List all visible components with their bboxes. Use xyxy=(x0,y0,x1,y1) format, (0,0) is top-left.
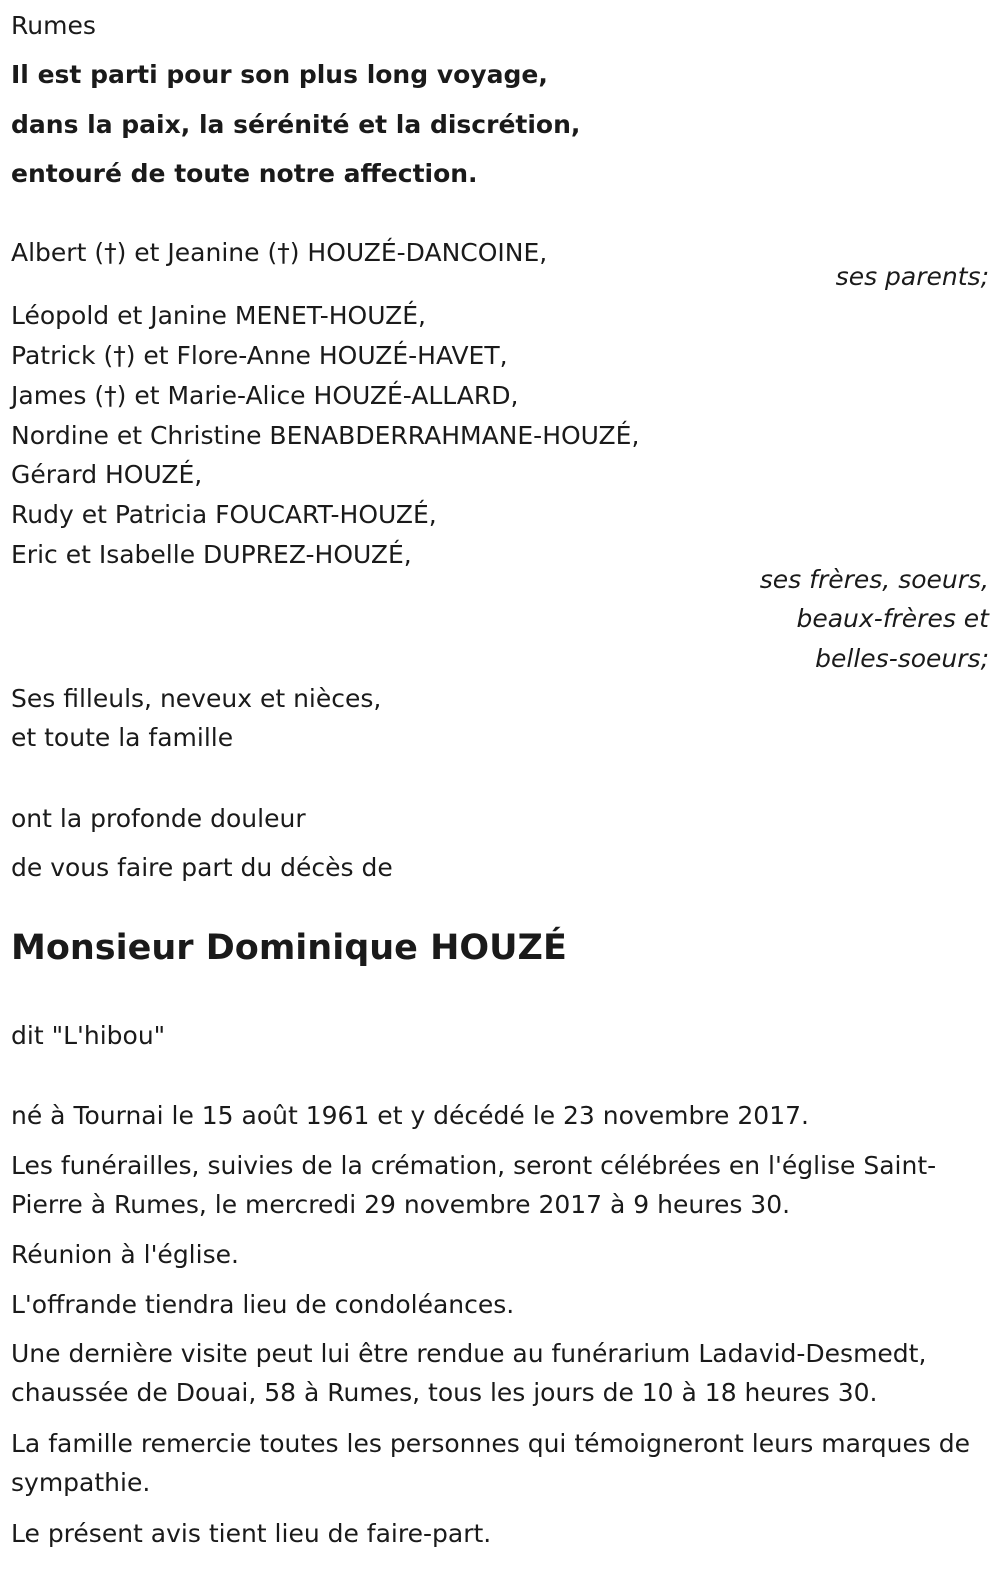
deceased-name: Monsieur Dominique HOUZÉ xyxy=(11,928,567,968)
sibling-line: Patrick (†) et Flore-Anne HOUZÉ-HAVET, xyxy=(11,341,508,370)
detail-meeting: Réunion à l'église. xyxy=(11,1240,239,1269)
parents-role: ses parents; xyxy=(835,262,989,291)
detail-thanks: La famille remercie toutes les personnes qui témoigneront leurs marques de sympathie. xyxy=(11,1429,971,1497)
sibling-line: Rudy et Patricia FOUCART-HOUZÉ, xyxy=(11,500,437,529)
sibling-line: Nordine et Christine BENABDERRAHMANE-HOUZÉ, xyxy=(11,421,640,450)
sibling-line: Gérard HOUZÉ, xyxy=(11,460,203,489)
sibling-line: James (†) et Marie-Alice HOUZÉ-ALLARD, xyxy=(11,381,519,410)
sibling-line: Léopold et Janine MENET-HOUZÉ, xyxy=(11,301,426,330)
intro-line: Il est parti pour son plus long voyage, xyxy=(11,60,548,89)
intro-line: entouré de toute notre affection. xyxy=(11,159,478,188)
nickname: dit "L'hibou" xyxy=(11,1021,166,1050)
location: Rumes xyxy=(11,11,96,40)
detail-notice: Le présent avis tient lieu de faire-part. xyxy=(11,1519,492,1548)
siblings-role: beaux-frères et xyxy=(796,604,989,633)
others-line: et toute la famille xyxy=(11,723,234,752)
intro-line: dans la paix, la sérénité et la discrétion, xyxy=(11,110,581,139)
parents-names: Albert (†) et Jeanine (†) HOUZÉ-DANCOINE, xyxy=(11,238,548,267)
siblings-role: ses frères, soeurs, xyxy=(759,565,989,594)
others-line: Ses filleuls, neveux et nièces, xyxy=(11,684,382,713)
detail-funeral: Les funérailles, suivies de la crémation, seront célébrées en l'église Saint-Pierre à Rumes, le mercredi 29 novembre 2017 à 9 heures 30. xyxy=(11,1151,937,1219)
detail-birth-death: né à Tournai le 15 août 1961 et y décédé le 23 novembre 2017. xyxy=(11,1101,809,1130)
detail-offering: L'offrande tiendra lieu de condoléances. xyxy=(11,1290,515,1319)
announce-line: ont la profonde douleur xyxy=(11,804,306,833)
siblings-role: belles-soeurs; xyxy=(815,644,989,673)
announce-line: de vous faire part du décès de xyxy=(11,853,393,882)
sibling-line: Eric et Isabelle DUPREZ-HOUZÉ, xyxy=(11,540,412,569)
detail-visit: Une dernière visite peut lui être rendue au funérarium Ladavid-Desmedt, chaussée de Douai, 58 à Rumes, tous les jours de 10 à 18 heures 30. xyxy=(11,1339,927,1407)
